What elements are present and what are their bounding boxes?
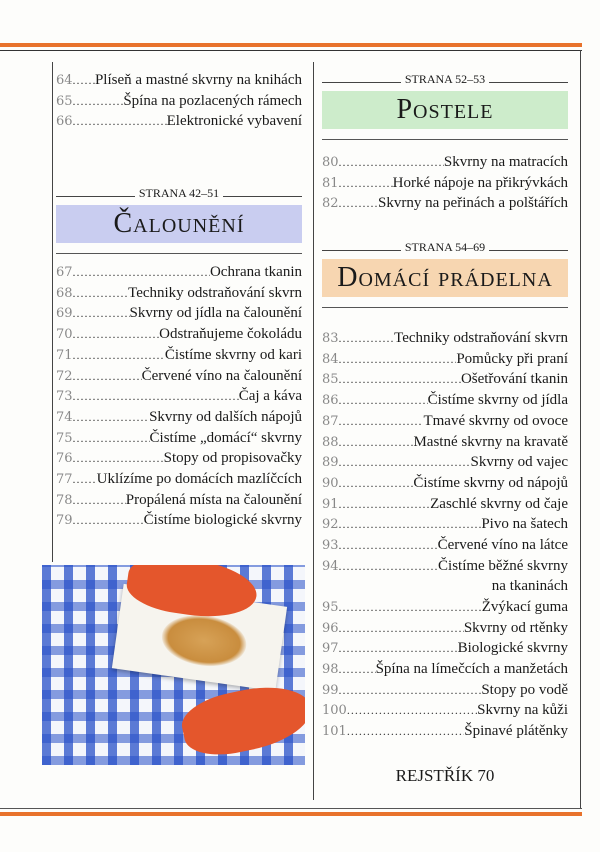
entry-title: Biologické skvrny: [457, 640, 568, 657]
entry-title: Elektronické vybavení: [166, 113, 302, 130]
leader-dots: [73, 472, 97, 487]
page-number: 80: [322, 155, 339, 170]
toc-entry[interactable]: [56, 113, 302, 134]
page-number: 70: [56, 327, 73, 343]
entry-title: Ošetřování tkanin: [460, 371, 568, 388]
page-number: 77: [56, 471, 73, 487]
entry-title: Špína na límečcích a manžetách: [375, 661, 568, 678]
page-range: STRANA 42–51: [138, 186, 220, 201]
page-number: 96: [322, 620, 339, 636]
page-number: 66: [56, 114, 73, 130]
toc-entry[interactable]: [56, 430, 302, 451]
leader-dots: [339, 683, 482, 698]
toc-entry[interactable]: [322, 640, 568, 661]
entry-title: Čistíme „domácí“ skvrny: [149, 429, 302, 446]
toc-entry[interactable]: [322, 454, 568, 475]
entry-title: Pivo na šatech: [481, 516, 568, 533]
entry-title: Mastné skvrny na kravatě: [413, 433, 568, 450]
entry-title: Čistíme skvrny od jídla: [427, 392, 568, 409]
toc-entry[interactable]: [322, 682, 568, 703]
page-number: 82: [322, 196, 339, 212]
toc-entry[interactable]: [322, 475, 568, 496]
page-number: 67: [56, 265, 73, 281]
page-number: 88: [322, 434, 339, 450]
entry-title: Skvrny od jídla na čalounění: [129, 305, 302, 322]
leader-dots: [339, 352, 457, 367]
page-number: 69: [56, 306, 73, 322]
entry-title: Čistíme skvrny od nápojů: [413, 474, 568, 491]
page-number: 84: [322, 351, 339, 367]
leader-dots: [73, 493, 126, 508]
right-border: [580, 50, 581, 808]
leader-dots: [339, 662, 376, 677]
entry-title: Čistíme běžné skvrny: [438, 557, 568, 574]
page-number: 98: [322, 662, 339, 678]
page-number: 101: [322, 724, 347, 740]
section-pradelna-pages: [322, 240, 568, 255]
toc-entry[interactable]: [56, 93, 302, 114]
entry-title: Stopy po vodě: [481, 681, 568, 698]
left-column-border: [52, 62, 53, 562]
toc-entry[interactable]: [322, 620, 568, 641]
entry-title: Čistíme skvrny od kari: [164, 346, 302, 363]
toc-entry[interactable]: [322, 330, 568, 351]
leader-dots: [339, 538, 438, 553]
leader-dots: [73, 73, 95, 88]
toc-entry[interactable]: [56, 471, 302, 492]
toc-entry[interactable]: [56, 492, 302, 513]
section-title-postele: Postele: [322, 91, 568, 129]
page-number: 95: [322, 600, 339, 615]
entry-title: Pomůcky při praní: [456, 350, 568, 367]
toc-entry[interactable]: [322, 392, 568, 413]
section-calouneni-pages: [56, 186, 302, 201]
page-number: 85: [322, 372, 339, 388]
page-number: 68: [56, 285, 73, 301]
page-number: 81: [322, 175, 339, 191]
toc-entry[interactable]: [56, 512, 302, 533]
top-rule: [0, 50, 582, 51]
leader-dots: [73, 389, 239, 404]
toc-entry[interactable]: [322, 516, 568, 537]
leader-dots: [339, 372, 461, 387]
column-divider: [313, 62, 314, 800]
left-column: [56, 72, 302, 533]
toc-entry[interactable]: [322, 702, 568, 723]
entry-title: Ochrana tkanin: [209, 264, 302, 281]
toc-entry[interactable]: [56, 450, 302, 471]
toc-entry[interactable]: [56, 305, 302, 326]
leader-dots: [73, 348, 165, 363]
toc-list-calouneni: [56, 264, 302, 533]
stain: [159, 610, 250, 671]
entry-title: Skvrny na kůži: [477, 702, 568, 719]
entry-title: Horké nápoje na přikrývkách: [392, 174, 568, 191]
page-number: 90: [322, 475, 339, 491]
toc-entry[interactable]: [322, 175, 568, 196]
leader-dots: [339, 176, 393, 191]
leader-dots: [73, 114, 167, 129]
leader-dots: [73, 369, 142, 384]
page-number: 93: [322, 537, 339, 553]
page-number: 99: [322, 682, 339, 698]
page-number: 94: [322, 558, 339, 574]
leader-dots: [73, 410, 150, 425]
toc-entry[interactable]: [322, 371, 568, 392]
bottom-rule: [0, 808, 582, 809]
page-number: 87: [322, 413, 339, 429]
toc-entry[interactable]: [56, 264, 302, 285]
top-orange-rule: [0, 43, 582, 47]
page-number: 79: [56, 513, 73, 529]
toc-entry[interactable]: [56, 409, 302, 430]
toc-entry[interactable]: [322, 154, 568, 175]
toc-list-pradelna: [322, 330, 568, 744]
page-number: 72: [56, 368, 73, 384]
page-number: 89: [322, 455, 339, 471]
toc-entry[interactable]: [322, 434, 568, 455]
entry-title: Skvrny od vajec: [470, 454, 568, 471]
toc-list-top: [56, 72, 302, 134]
leader-dots: [73, 327, 160, 342]
section-postele-pages: [322, 72, 568, 87]
leader-dots: [339, 331, 395, 346]
entry-title: Uklízíme po domácích mazlíčcích: [96, 470, 302, 487]
toc-entry[interactable]: [322, 413, 568, 434]
leader-dots: [347, 724, 464, 739]
section-title-pradelna: Domácí prádelna: [322, 259, 568, 297]
page-number: 100: [322, 703, 347, 719]
leader-dots: [339, 641, 458, 656]
photo-cushion-cleaning: [42, 565, 305, 765]
page-number: 76: [56, 451, 73, 467]
page-range: STRANA 54–69: [404, 240, 486, 255]
page-number: 92: [322, 517, 339, 533]
entry-title: Plíseň a mastné skvrny na knihách: [94, 72, 302, 88]
bottom-orange-rule: [0, 812, 582, 816]
page-number: 64: [56, 73, 73, 88]
entry-title-continued: na tkaninách: [491, 578, 568, 595]
page-number: 65: [56, 93, 73, 109]
toc-entry[interactable]: [56, 326, 302, 347]
leader-dots: [339, 517, 482, 532]
entry-title: Žvýkací guma: [481, 599, 568, 615]
page-number: 97: [322, 641, 339, 657]
entry-title: Propálená místa na čalounění: [125, 491, 302, 508]
toc-entry[interactable]: [322, 351, 568, 372]
leader-dots: [339, 393, 428, 408]
leader-dots: [73, 94, 124, 109]
toc-entry[interactable]: [322, 723, 568, 744]
toc-entry[interactable]: [322, 195, 568, 216]
toc-entry[interactable]: [56, 347, 302, 368]
toc-list-postele: [322, 154, 568, 216]
entry-title: Skvrny na matracích: [443, 154, 568, 170]
section-title-calouneni: Čalounění: [56, 205, 302, 243]
leader-dots: [339, 435, 414, 450]
toc-entry[interactable]: [322, 661, 568, 682]
entry-title: Zaschlé skvrny od čaje: [430, 495, 568, 512]
index-link[interactable]: REJSTŘÍK 70: [395, 765, 495, 785]
page-number: 71: [56, 347, 73, 363]
leader-dots: [73, 431, 150, 446]
entry-title: Skvrny od dalších nápojů: [149, 408, 302, 425]
entry-title: Čistíme biologické skvrny: [143, 512, 302, 529]
page-number: 73: [56, 389, 73, 405]
leader-dots: [339, 497, 431, 512]
leader-dots: [347, 703, 477, 718]
leader-dots: [73, 451, 164, 466]
page-number: 78: [56, 492, 73, 508]
entry-title: Špinavé plátěnky: [464, 723, 568, 740]
page-number: 86: [322, 393, 339, 409]
right-column: [322, 72, 568, 786]
leader-dots: [339, 600, 482, 615]
toc-entry[interactable]: [322, 537, 568, 558]
toc-entry[interactable]: [322, 599, 568, 620]
toc-entry[interactable]: [56, 388, 302, 409]
entry-title: Stopy od propisovačky: [163, 450, 302, 467]
leader-dots: [339, 414, 424, 429]
leader-dots: [73, 286, 129, 301]
toc-entry[interactable]: [56, 285, 302, 306]
entry-title: Skvrny na peřinách a polštářích: [378, 195, 568, 212]
entry-title: Červené víno na látce: [437, 536, 568, 553]
leader-dots: [339, 476, 414, 491]
toc-entry[interactable]: [56, 368, 302, 389]
page-number: 75: [56, 430, 73, 446]
page-number: 83: [322, 331, 339, 347]
leader-dots: [339, 559, 438, 574]
entry-title: Špína na pozlacených rámech: [123, 92, 302, 109]
entry-title: Čaj a káva: [238, 388, 302, 405]
entry-title: Tmavé skvrny od ovoce: [423, 412, 568, 429]
leader-dots: [339, 155, 444, 170]
leader-dots: [339, 455, 471, 470]
leader-dots: [73, 265, 210, 280]
leader-dots: [339, 196, 379, 211]
toc-entry[interactable]: [322, 496, 568, 517]
leader-dots: [73, 306, 130, 321]
page-number: 91: [322, 496, 339, 512]
entry-title: Odstraňujeme čokoládu: [159, 326, 302, 343]
page-range: STRANA 52–53: [404, 72, 486, 86]
entry-title: Červené víno na čalounění: [141, 367, 302, 384]
entry-title: Techniky odstraňování skvrn: [128, 284, 302, 301]
leader-dots: [339, 621, 464, 636]
entry-title: Techniky odstraňování skvrn: [394, 330, 568, 347]
toc-entry[interactable]: [322, 558, 568, 579]
entry-title: Skvrny od rtěnky: [463, 619, 568, 636]
leader-dots: [73, 513, 144, 528]
toc-entry[interactable]: [56, 72, 302, 93]
page-number: 74: [56, 409, 73, 425]
